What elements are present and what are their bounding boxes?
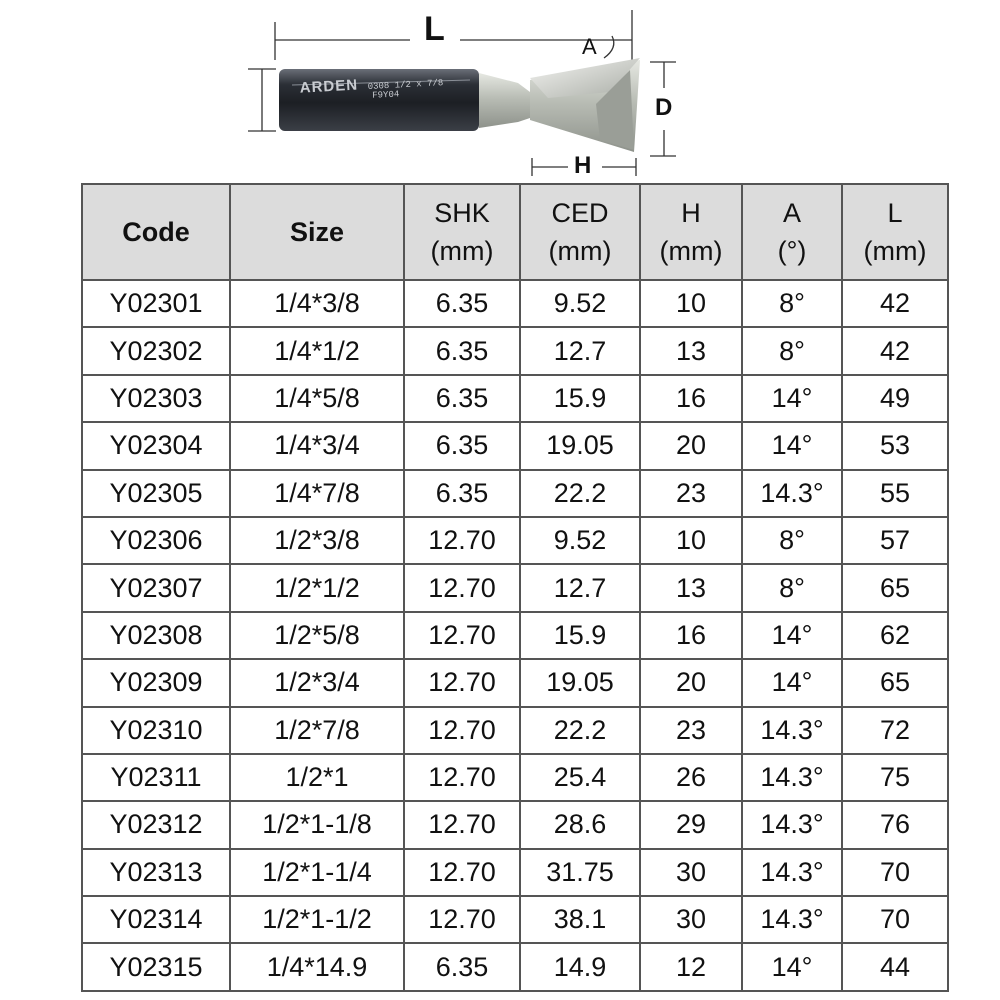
dovetail-bit-illustration (0, 0, 1000, 184)
header-size: Size (230, 184, 404, 280)
cell-ced: 12.7 (520, 564, 640, 611)
cell-ced: 9.52 (520, 517, 640, 564)
cell-a: 14.3° (742, 896, 842, 943)
cell-size: 1/2*1-1/4 (230, 849, 404, 896)
cell-h: 10 (640, 280, 742, 327)
cell-ced: 22.2 (520, 707, 640, 754)
cell-code: Y02301 (82, 280, 230, 327)
cell-shk: 12.70 (404, 612, 520, 659)
cell-ced: 12.7 (520, 327, 640, 374)
spec-table-header (82, 184, 948, 280)
cell-ced: 22.2 (520, 470, 640, 517)
cell-a: 14° (742, 375, 842, 422)
cell-h: 16 (640, 612, 742, 659)
cell-code: Y02305 (82, 470, 230, 517)
table-row (82, 849, 948, 896)
header-ced: CED (mm) (520, 184, 640, 280)
table-row (82, 612, 948, 659)
cell-l: 65 (842, 564, 948, 611)
cell-size: 1/2*1/2 (230, 564, 404, 611)
table-row (82, 707, 948, 754)
cell-a: 14.3° (742, 801, 842, 848)
cell-size: 1/2*5/8 (230, 612, 404, 659)
cell-code: Y02303 (82, 375, 230, 422)
cell-a: 14° (742, 612, 842, 659)
cell-h: 23 (640, 470, 742, 517)
table-row (82, 564, 948, 611)
cell-l: 57 (842, 517, 948, 564)
cell-a: 14° (742, 943, 842, 991)
cell-ced: 9.52 (520, 280, 640, 327)
cell-size: 1/2*1-1/2 (230, 896, 404, 943)
cell-l: 65 (842, 659, 948, 706)
cell-a: 14° (742, 422, 842, 469)
cell-l: 49 (842, 375, 948, 422)
cell-shk: 12.70 (404, 754, 520, 801)
cell-ced: 38.1 (520, 896, 640, 943)
cell-shk: 6.35 (404, 327, 520, 374)
cell-size: 1/2*7/8 (230, 707, 404, 754)
cell-l: 70 (842, 849, 948, 896)
cell-h: 20 (640, 659, 742, 706)
table-row (82, 896, 948, 943)
cell-h: 16 (640, 375, 742, 422)
header-a: A (°) (742, 184, 842, 280)
cell-code: Y02307 (82, 564, 230, 611)
cell-size: 1/4*14.9 (230, 943, 404, 991)
cell-size: 1/2*1 (230, 754, 404, 801)
cell-shk: 12.70 (404, 564, 520, 611)
cell-size: 1/2*1-1/8 (230, 801, 404, 848)
table-row (82, 659, 948, 706)
spec-table (81, 183, 949, 992)
cell-l: 53 (842, 422, 948, 469)
cell-h: 12 (640, 943, 742, 991)
header-code: Code (82, 184, 230, 280)
cell-shk: 12.70 (404, 801, 520, 848)
cell-shk: 12.70 (404, 517, 520, 564)
cell-h: 20 (640, 422, 742, 469)
router-bit-drawing (0, 0, 1000, 184)
cell-a: 8° (742, 327, 842, 374)
dimension-label-angle: A (582, 34, 597, 59)
cell-l: 55 (842, 470, 948, 517)
dimension-label-height: H (574, 152, 592, 179)
cell-l: 75 (842, 754, 948, 801)
cell-l: 44 (842, 943, 948, 991)
brand-mark: ARDEN (299, 76, 359, 97)
cell-code: Y02311 (82, 754, 230, 801)
cell-shk: 12.70 (404, 849, 520, 896)
table-row (82, 280, 948, 327)
cell-shk: 12.70 (404, 707, 520, 754)
cell-a: 8° (742, 280, 842, 327)
table-row (82, 327, 948, 374)
cell-size: 1/4*1/2 (230, 327, 404, 374)
header-h: H (mm) (640, 184, 742, 280)
cell-size: 1/4*3/8 (230, 280, 404, 327)
cell-h: 13 (640, 564, 742, 611)
cell-size: 1/4*3/4 (230, 422, 404, 469)
cell-size: 1/4*5/8 (230, 375, 404, 422)
cell-code: Y02302 (82, 327, 230, 374)
cell-size: 1/4*7/8 (230, 470, 404, 517)
cell-a: 8° (742, 517, 842, 564)
cell-l: 76 (842, 801, 948, 848)
engraving-size: 0308 1/2 x 7/8 (367, 78, 444, 93)
table-row (82, 422, 948, 469)
cell-shk: 6.35 (404, 470, 520, 517)
cell-shk: 12.70 (404, 896, 520, 943)
cell-ced: 28.6 (520, 801, 640, 848)
cell-h: 30 (640, 896, 742, 943)
cell-code: Y02309 (82, 659, 230, 706)
cell-a: 14.3° (742, 707, 842, 754)
cell-h: 10 (640, 517, 742, 564)
cell-ced: 25.4 (520, 754, 640, 801)
cell-a: 14.3° (742, 849, 842, 896)
dimension-label-length: L (424, 10, 445, 48)
cell-a: 14° (742, 659, 842, 706)
table-row (82, 517, 948, 564)
cell-code: Y02310 (82, 707, 230, 754)
table-row (82, 470, 948, 517)
cell-shk: 6.35 (404, 375, 520, 422)
cell-ced: 19.05 (520, 422, 640, 469)
cell-l: 42 (842, 327, 948, 374)
bit-neck (479, 73, 530, 128)
cell-code: Y02315 (82, 943, 230, 991)
cell-h: 13 (640, 327, 742, 374)
cell-ced: 15.9 (520, 375, 640, 422)
dimension-label-diameter: D (655, 94, 673, 121)
cell-size: 1/2*3/4 (230, 659, 404, 706)
cell-h: 26 (640, 754, 742, 801)
cell-ced: 31.75 (520, 849, 640, 896)
cell-code: Y02312 (82, 801, 230, 848)
table-row (82, 754, 948, 801)
spec-table-body (82, 280, 948, 991)
cell-l: 62 (842, 612, 948, 659)
cell-l: 72 (842, 707, 948, 754)
cell-code: Y02308 (82, 612, 230, 659)
cell-ced: 14.9 (520, 943, 640, 991)
cell-a: 14.3° (742, 754, 842, 801)
cell-h: 30 (640, 849, 742, 896)
table-row (82, 943, 948, 991)
cell-h: 29 (640, 801, 742, 848)
cell-code: Y02304 (82, 422, 230, 469)
cell-ced: 15.9 (520, 612, 640, 659)
cell-a: 8° (742, 564, 842, 611)
cell-a: 14.3° (742, 470, 842, 517)
cell-code: Y02313 (82, 849, 230, 896)
cell-code: Y02314 (82, 896, 230, 943)
cell-l: 70 (842, 896, 948, 943)
cell-shk: 6.35 (404, 422, 520, 469)
cell-size: 1/2*3/8 (230, 517, 404, 564)
engraving-batch: F9Y04 (372, 89, 400, 101)
cell-h: 23 (640, 707, 742, 754)
cell-code: Y02306 (82, 517, 230, 564)
cell-shk: 6.35 (404, 943, 520, 991)
header-row (82, 184, 948, 280)
table-row (82, 375, 948, 422)
cell-ced: 19.05 (520, 659, 640, 706)
header-l: L (mm) (842, 184, 948, 280)
cell-shk: 12.70 (404, 659, 520, 706)
cell-shk: 6.35 (404, 280, 520, 327)
table-row (82, 801, 948, 848)
cell-l: 42 (842, 280, 948, 327)
header-shk: SHK (mm) (404, 184, 520, 280)
